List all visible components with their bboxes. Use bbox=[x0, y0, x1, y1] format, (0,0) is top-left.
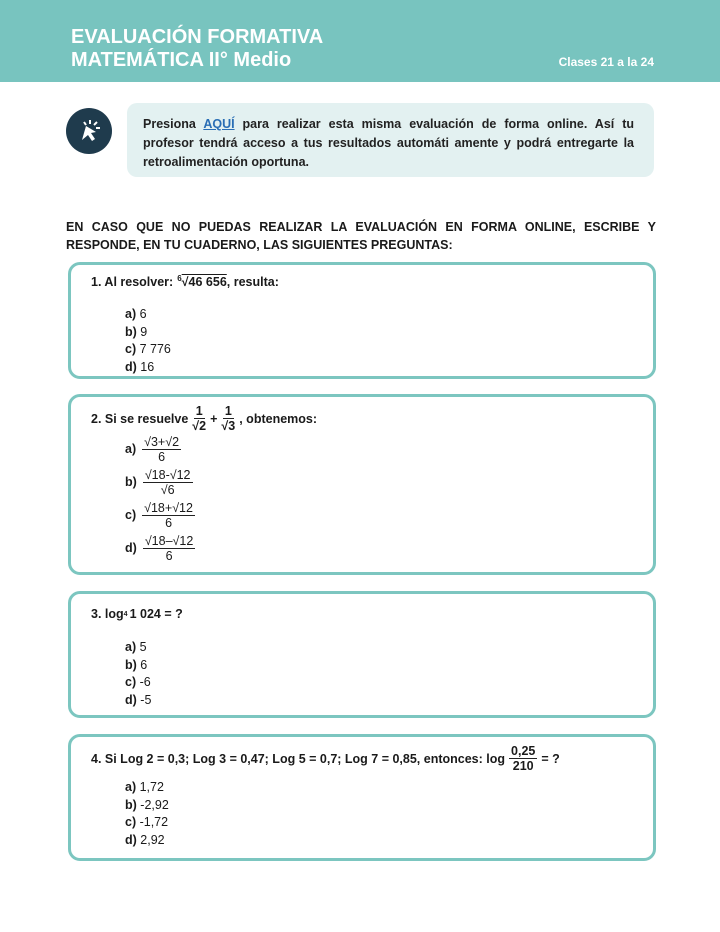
option[interactable] bbox=[125, 532, 653, 565]
q3-options-2-l: c) bbox=[125, 675, 137, 689]
q2-f1d: √2 bbox=[192, 419, 207, 433]
q4-options-0-l: a) bbox=[125, 780, 137, 794]
option[interactable] bbox=[125, 341, 653, 359]
q3-options-2-v: -6 bbox=[136, 675, 151, 689]
q4-options-3-l: d) bbox=[125, 832, 137, 847]
q2-options-1-d: √6 bbox=[160, 483, 175, 497]
q2-options-2-n: √18+√12 bbox=[144, 501, 193, 515]
option[interactable] bbox=[125, 433, 653, 466]
q4-text-post: = ? bbox=[541, 751, 560, 766]
option[interactable] bbox=[125, 674, 653, 692]
q2-text-post: , obtenemos: bbox=[239, 411, 318, 426]
q2-options-1-l: b) bbox=[125, 474, 137, 489]
q1-options-1-v: 9 bbox=[136, 324, 148, 339]
q3-options bbox=[125, 639, 653, 709]
option[interactable] bbox=[125, 797, 653, 815]
q2-f2d: √3 bbox=[221, 419, 236, 433]
option[interactable] bbox=[125, 639, 653, 657]
q4-options-3-v: 2,92 bbox=[136, 832, 165, 847]
q1-options-3-l: d) bbox=[125, 359, 137, 374]
q1-options-3-v: 16 bbox=[136, 359, 155, 374]
q3-text-post: 1 024 = ? bbox=[129, 607, 183, 621]
option[interactable] bbox=[125, 657, 653, 675]
q1-root-index: 6 bbox=[177, 274, 182, 283]
q1-options-2-v: 7 776 bbox=[136, 342, 171, 357]
option[interactable] bbox=[125, 359, 653, 377]
classes-label: Clases 21 a la 24 bbox=[558, 55, 654, 69]
q2-options bbox=[125, 433, 653, 565]
q4-options-0-v: 1,72 bbox=[136, 780, 164, 794]
notice-text: Presiona bbox=[143, 117, 204, 131]
q1-text-post: , resulta: bbox=[226, 274, 279, 289]
q1-options-2-l: c) bbox=[125, 342, 137, 357]
q1-options-1-l: b) bbox=[125, 324, 137, 339]
q1-options-0-v: 6 bbox=[136, 307, 147, 322]
q3-options-3-v: -5 bbox=[136, 692, 152, 707]
plus-sign: + bbox=[210, 411, 218, 426]
q1-options-0-l: a) bbox=[125, 307, 137, 322]
q4-options bbox=[125, 779, 653, 849]
q2-text: 2. Si se resuelve bbox=[91, 411, 189, 426]
q4-options-2-l: c) bbox=[125, 815, 137, 829]
option[interactable] bbox=[125, 466, 653, 499]
header-banner bbox=[0, 0, 720, 82]
q1-radical: √46 656 bbox=[181, 275, 227, 290]
q2-f2n: 1 bbox=[224, 404, 232, 418]
q4-options-1-l: b) bbox=[125, 797, 137, 812]
log-base: 4 bbox=[123, 610, 128, 618]
q3-options-1-l: b) bbox=[125, 657, 137, 672]
online-notice bbox=[127, 103, 654, 177]
q4-text: 4. Si Log 2 = 0,3; Log 3 = 0,47; Log 5 = 0,7; Log 7 = 0,85, entonces: log bbox=[91, 751, 506, 766]
instructions: EN CASO QUE NO PUEDAS REALIZAR LA EVALUACIÓN EN FORMA ONLINE, ESCRIBE Y RESPONDE, EN TU CUADERNO, LAS SIGUIENTES PREGUNTAS: bbox=[66, 220, 656, 252]
q4-fd: 210 bbox=[512, 759, 534, 773]
option[interactable] bbox=[125, 324, 653, 342]
option[interactable] bbox=[125, 779, 653, 797]
q3-text: 3. log bbox=[91, 607, 124, 621]
notice-text-rest: para realizar esta misma evaluación de forma online. Así tu profesor tendrá acceso a tus resultados automáti amente y podrá entregarte la retroalimentación oportuna. bbox=[143, 117, 635, 169]
question-1 bbox=[68, 262, 656, 379]
q4-options-2-v: -1,72 bbox=[136, 815, 169, 829]
q4-fn: 0,25 bbox=[511, 744, 536, 758]
q3-options-1-v: 6 bbox=[136, 657, 148, 672]
online-link[interactable]: AQUÍ bbox=[203, 117, 235, 131]
option[interactable] bbox=[125, 814, 653, 832]
q2-options-0-d: 6 bbox=[158, 450, 166, 464]
q3-options-0-l: a) bbox=[125, 640, 137, 654]
q3-options-3-l: d) bbox=[125, 692, 137, 707]
question-4 bbox=[68, 734, 656, 861]
question-3 bbox=[68, 591, 656, 718]
fraction bbox=[192, 404, 206, 433]
q2-options-0-n: √3+√2 bbox=[144, 435, 180, 449]
q2-options-0-l: a) bbox=[125, 441, 137, 456]
q2-options-3-n: √18–√12 bbox=[144, 534, 194, 548]
page-title bbox=[71, 26, 323, 72]
q4-options-1-v: -2,92 bbox=[136, 797, 169, 812]
q2-f1n: 1 bbox=[195, 404, 203, 418]
option[interactable] bbox=[125, 499, 653, 532]
cursor-click-icon[interactable] bbox=[66, 108, 112, 154]
title-line-1: EVALUACIÓN FORMATIVA bbox=[71, 26, 324, 48]
q2-options-2-d: 6 bbox=[165, 516, 173, 530]
q1-options bbox=[125, 306, 653, 376]
option[interactable] bbox=[125, 306, 653, 324]
q1-text: 1. Al resolver: bbox=[91, 274, 174, 289]
fraction bbox=[221, 404, 235, 433]
q2-options-2-l: c) bbox=[125, 507, 137, 522]
question-2 bbox=[68, 394, 656, 575]
option[interactable] bbox=[125, 692, 653, 710]
q3-options-0-v: 5 bbox=[136, 640, 147, 654]
q2-options-3-d: 6 bbox=[165, 549, 173, 563]
q2-options-3-l: d) bbox=[125, 540, 137, 555]
fraction bbox=[509, 744, 537, 773]
option[interactable] bbox=[125, 832, 653, 850]
q2-options-1-n: √18-√12 bbox=[144, 468, 191, 482]
title-line-2: MATEMÁTICA II° Medio bbox=[71, 49, 292, 71]
